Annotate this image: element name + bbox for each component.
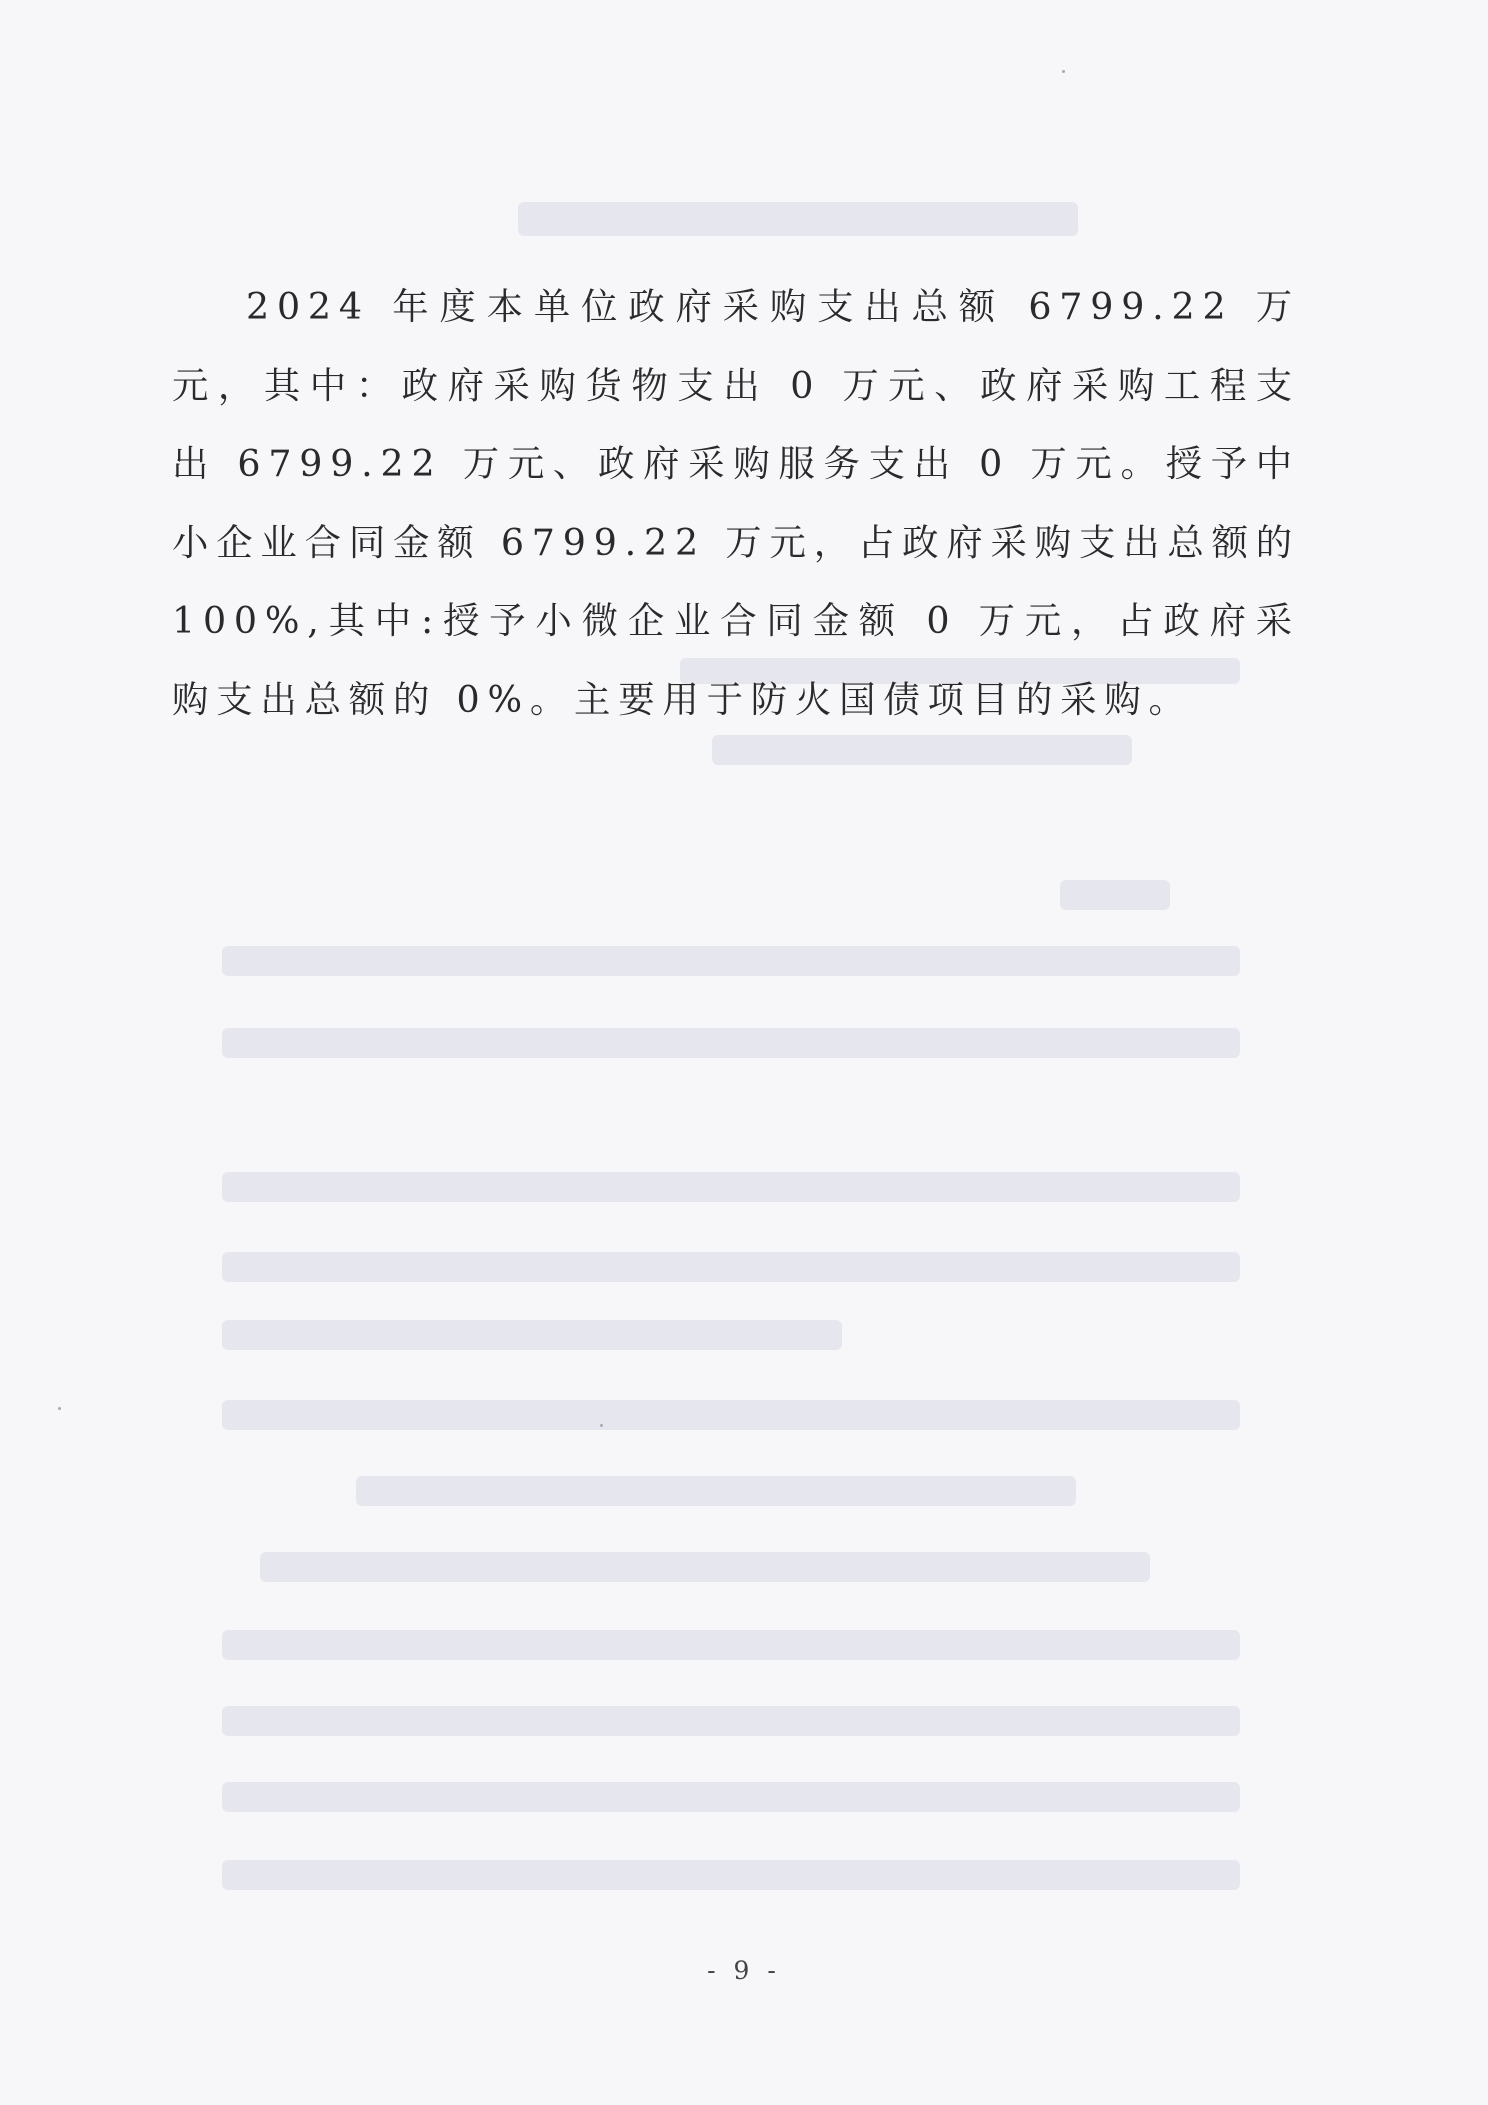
scan-speck <box>600 1424 603 1427</box>
procurement-summary-paragraph: 2024 年度本单位政府采购支出总额 6799.22 万元，其中：政府采购货物支出 0 万元、政府采购工程支出 6799.22 万元、政府采购服务支出 0 万元。授予中小企业合同金额 6799.22 万元，占政府采购支出总额的 100%,其中:授予小微企业合同金额 0 万元，占政府采购支出总额的 0%。主要用于防火国债项目的采购。 <box>172 285 1300 721</box>
scan-speck <box>1062 70 1065 73</box>
page-number: - 9 - <box>707 1956 781 1985</box>
scan-speck <box>58 1407 61 1410</box>
